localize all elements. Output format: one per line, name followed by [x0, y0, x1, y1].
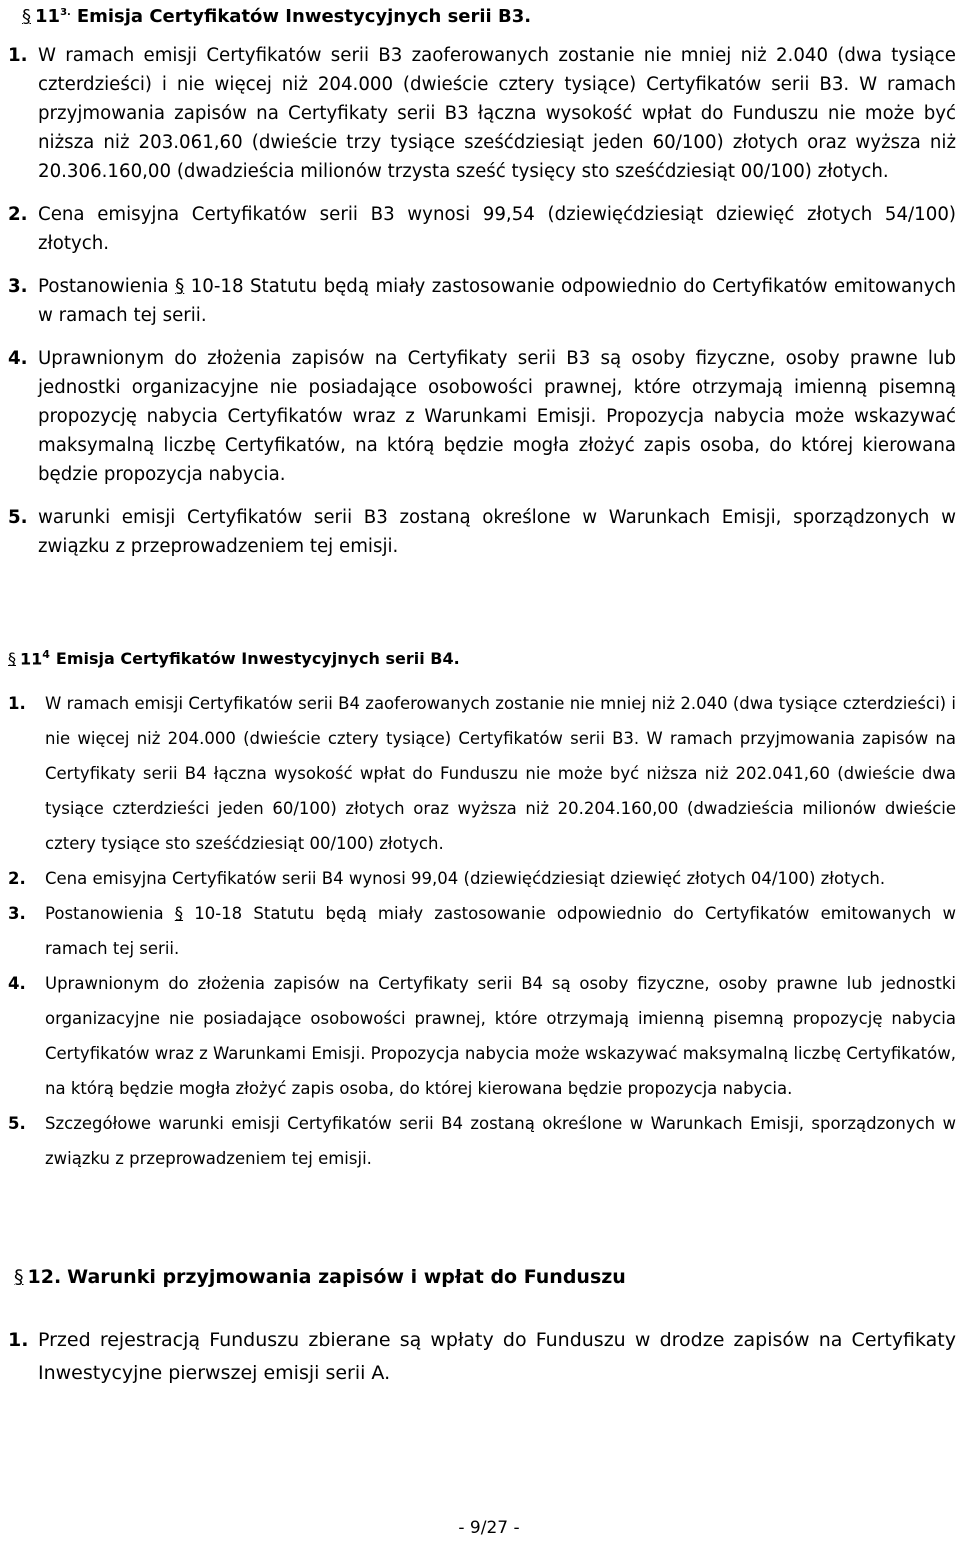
list-item: [8, 503, 956, 561]
item-number: 5.: [8, 1114, 26, 1134]
section-number: $11^4$: [20, 648, 50, 669]
item-text: W ramach emisji Certyfikatów serii B4 zaoferowanych zostanie nie mniej niż 2.040 (dwa tysiące czterdzieści) i nie więcej niż 204.000 (dwieście cztery tysiące) Certyfikatów serii B3. W ramach przyjmowania zapisów na Certyfikaty serii B4 łączna wysokość wpłat do Funduszu nie może być niższa niż 202.041,60 (dwieście dwa tysiące czterdzieści jeden 60/100) złotych oraz wyższa niż 20.204.160,00 (dwadzieścia milionów dwieście cztery tysiące sto sześćdziesiąt 00/100) złotych.: [45, 694, 956, 854]
item-text: Uprawnionym do złożenia zapisów na Certyfikaty serii B4 są osoby fizyczne, osoby prawne lub jednostki organizacyjne nie posiadające osobowości prawnej, które otrzymają imienną pisemną propozycję nabycia Certyfikatów wraz z Warunkami Emisji. Propozycja nabycia może wskazywać maksymalną liczbę Certyfikatów, na którą będzie mogła złożyć zapis osoba, do której kierowana będzie propozycja nabycia.: [45, 974, 956, 1099]
section-superscript: 4: [42, 648, 50, 661]
item-number: 2.: [8, 204, 28, 225]
list-item: [8, 200, 956, 258]
section-title: Warunki przyjmowania zapisów i wpłat do Funduszu: [67, 1266, 626, 1288]
item-list: [8, 41, 956, 561]
list-item: [8, 686, 956, 861]
paragraph-mark: §: [174, 904, 184, 924]
section-heading: [14, 1266, 956, 1288]
item-number: 4.: [8, 974, 26, 994]
section-11-3: [8, 0, 956, 575]
item-text: W ramach emisji Certyfikatów serii B3 zaoferowanych zostanie nie mniej niż 2.040 (dwa tysiące czterdzieści) i nie więcej niż 204.000 (dwieście cztery tysiące) Certyfikatów serii B3. W ramach przyjmowania zapisów na Certyfikaty serii B3 łączna wysokość wpłat do Funduszu nie może być niższa niż 203.061,60 (dwieście trzy tysiące sześćdziesiąt jeden 60/100) złotych oraz wyższa niż 20.306.160,00 (dwadzieścia milionów trzysta sześć tysięcy sto sześćdziesiąt 00/100) złotych.: [38, 45, 956, 182]
item-number: 5.: [8, 507, 28, 528]
section-heading: [22, 6, 956, 27]
item-list: [8, 1324, 956, 1390]
item-number: 3.: [8, 276, 28, 297]
section-number: $11^{3.}$: [35, 6, 71, 27]
list-item: [8, 344, 956, 489]
item-text: Postanowienia § 10-18 Statutu będą miały zastosowanie odpowiednio do Certyfikatów emitowanych w ramach tej serii.: [45, 904, 956, 959]
section-11-4: [8, 648, 956, 1176]
list-item: [8, 41, 956, 186]
item-number: 4.: [8, 348, 28, 369]
section-12: [8, 1266, 956, 1390]
item-number: 1.: [8, 45, 28, 66]
item-number: 2.: [8, 869, 26, 889]
item-number: 1.: [8, 1329, 29, 1351]
paragraph-mark: §: [175, 276, 185, 297]
section-number: 12.: [27, 1266, 62, 1288]
list-item: [8, 1324, 956, 1390]
item-number: 1.: [8, 694, 26, 714]
item-text: Cena emisyjna Certyfikatów serii B4 wynosi 99,04 (dziewięćdziesiąt dziewięć złotych 04/100) złotych.: [45, 869, 886, 889]
item-text: Cena emisyjna Certyfikatów serii B3 wynosi 99,54 (dziewięćdziesiąt dziewięć złotych 54/100) złotych.: [38, 204, 956, 254]
section-superscript: 3.: [60, 7, 71, 18]
item-text: Szczegółowe warunki emisji Certyfikatów serii B4 zostaną określone w Warunkach Emisji, sporządzonych w związku z przeprowadzeniem tej emisji.: [45, 1114, 956, 1169]
section-heading: [8, 648, 956, 668]
paragraph-mark: §: [22, 6, 31, 27]
section-title: Emisja Certyfikatów Inwestycyjnych serii B3.: [76, 6, 532, 27]
section-title: Emisja Certyfikatów Inwestycyjnych serii B4.: [55, 649, 460, 669]
item-text: Postanowienia § 10-18 Statutu będą miały zastosowanie odpowiednio do Certyfikatów emitowanych w ramach tej serii.: [38, 276, 956, 326]
list-item: [8, 966, 956, 1106]
item-number: 3.: [8, 904, 26, 924]
list-item: [8, 272, 956, 330]
paragraph-mark: §: [14, 1266, 24, 1288]
paragraph-mark: §: [8, 649, 16, 669]
item-text: Przed rejestracją Funduszu zbierane są wpłaty do Funduszu w drodze zapisów na Certyfikaty Inwestycyjne pierwszej emisji serii A.: [38, 1329, 956, 1384]
item-text: warunki emisji Certyfikatów serii B3 zostaną określone w Warunkach Emisji, sporządzonych w związku z przeprowadzeniem tej emisji.: [38, 507, 956, 557]
list-item: [8, 896, 956, 966]
page-number: - 9/27 -: [458, 1518, 520, 1538]
item-list: [8, 686, 956, 1176]
list-item: [8, 1106, 956, 1176]
list-item: [8, 861, 956, 896]
item-text: Uprawnionym do złożenia zapisów na Certyfikaty serii B3 są osoby fizyczne, osoby prawne lub jednostki organizacyjne nie posiadające osobowości prawnej, które otrzymają imienną pisemną propozycję nabycia Certyfikatów wraz z Warunkami Emisji. Propozycja nabycia może wskazywać maksymalną liczbę Certyfikatów, na którą będzie mogła złożyć zapis osoba, do której kierowana będzie propozycja nabycia.: [38, 348, 956, 485]
